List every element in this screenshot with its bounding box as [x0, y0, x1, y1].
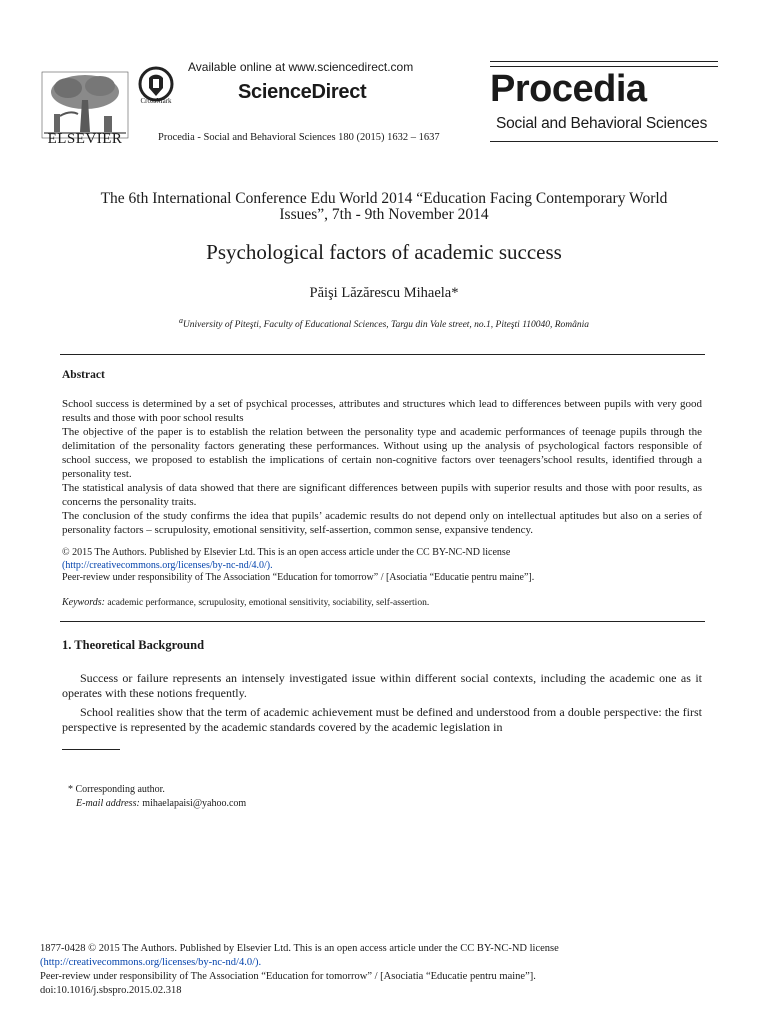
procedia-subtitle: Social and Behavioral Sciences	[496, 115, 708, 132]
email-address[interactable]: mihaelapaisi@yahoo.com	[139, 798, 247, 809]
abstract-heading: Abstract	[62, 369, 105, 381]
peer-review-note: Peer-review under responsibility of The Association “Education for tomorrow” / [Asociatia “Educatie pentru maine”].	[62, 572, 535, 583]
abstract-bottom-rule	[60, 621, 705, 622]
section-heading: 1. Theoretical Background	[62, 638, 205, 652]
copyright-line: © 2015 The Authors. Published by Elsevier Ltd. This is an open access article under the CC BY-NC-ND license	[62, 547, 511, 558]
elsevier-wordmark: ELSEVIER	[47, 131, 123, 147]
body-paragraph-1: Success or failure represents an intensely investigated issue within different social contexts, including the academic one as it operates with these notions frequently.	[62, 671, 702, 700]
body-paragraph-2: School realities show that the term of academic achievement must be defined and understood from a double perspective: the first perspective is represented by the academic standards covered by the academic legislation in	[62, 705, 702, 734]
footnote	[68, 783, 246, 811]
keywords-list: academic performance, scrupulosity, emotional sensitivity, sociability, self-assertion.	[104, 598, 430, 608]
procedia-title: Procedia	[490, 68, 647, 110]
keywords	[62, 597, 429, 608]
abstract-paragraph-4: The conclusion of the study confirms the idea that pupils’ academic results do not depend only on intellectual aptitudes but also on a series of personality factors – scrupulosity, emotional sensitivity, self-assertion, common sense, expansive tendency.	[62, 510, 702, 536]
paper-title: Psychological factors of academic success	[206, 240, 562, 264]
email-line	[68, 797, 246, 811]
procedia-top-rule	[490, 61, 718, 62]
footnote-rule	[62, 749, 120, 750]
sciencedirect-wordmark[interactable]: ScienceDirect	[238, 81, 367, 103]
abstract-paragraph-1: School success is determined by a set of psychical processes, attributes and structures which lead to differences between pupils with very good results and those with poor school results	[62, 398, 702, 424]
corresponding-author-note: * Corresponding author.	[68, 784, 165, 795]
issn-copyright-line: 1877-0428 © 2015 The Authors. Published by Elsevier Ltd. This is an open access article under the CC BY-NC-ND license	[40, 943, 559, 954]
affiliation-text: University of Piteşti, Faculty of Educational Sciences, Targu din Vale street, no.1, Piteşti 110040, România	[182, 320, 590, 331]
email-label: E-mail address:	[76, 798, 140, 809]
abstract-paragraph-3: The statistical analysis of data showed that there are significant differences between pupils with superior results and those with poor results, as concerns the personality traits.	[62, 482, 702, 508]
abstract-paragraph-2: The objective of the paper is to establish the relation between the personality type and academic performances of teenage pupils through the delimitation of the personality factors generating these performances. Without using up the analysis of psychological factors responsible of school success, we proposed to establish the implications of certain non-cognitive factors over teenagers’school results, identified through a personality test.	[62, 426, 702, 480]
crossmark-label: CrossMark	[140, 97, 172, 105]
procedia-top-rule-2	[490, 66, 718, 67]
conference-line-1: The 6th International Conference Edu World 2014 “Education Facing Contemporary World	[100, 190, 668, 207]
conference-name	[60, 191, 708, 223]
bottom-peer-review: Peer-review under responsibility of The Association “Education for tomorrow” / [Asociatia “Educatie pentru maine”].	[40, 971, 536, 982]
author-affiliation	[60, 316, 708, 330]
author-name: Păişi Lăzărescu Mihaela*	[309, 285, 459, 301]
copyright-notice	[62, 547, 702, 585]
bottom-license-link[interactable]: (http://creativecommons.org/licenses/by-nc-nd/4.0/).	[40, 957, 262, 968]
license-link[interactable]: (http://creativecommons.org/licenses/by-nc-nd/4.0/).	[62, 559, 273, 571]
abstract-top-rule	[60, 354, 705, 355]
available-online-text[interactable]: Available online at www.sciencedirect.com	[188, 60, 414, 74]
bottom-publication-info	[40, 942, 730, 998]
doi[interactable]: doi:10.1016/j.sbspro.2015.02.318	[40, 985, 182, 996]
affiliation-marker: a	[178, 316, 183, 325]
procedia-bottom-rule	[490, 141, 718, 142]
keywords-label: Keywords:	[62, 597, 105, 608]
journal-citation: Procedia - Social and Behavioral Sciences 180 (2015) 1632 – 1637	[158, 132, 440, 143]
conference-line-2: Issues”, 7th - 9th November 2014	[279, 206, 489, 223]
